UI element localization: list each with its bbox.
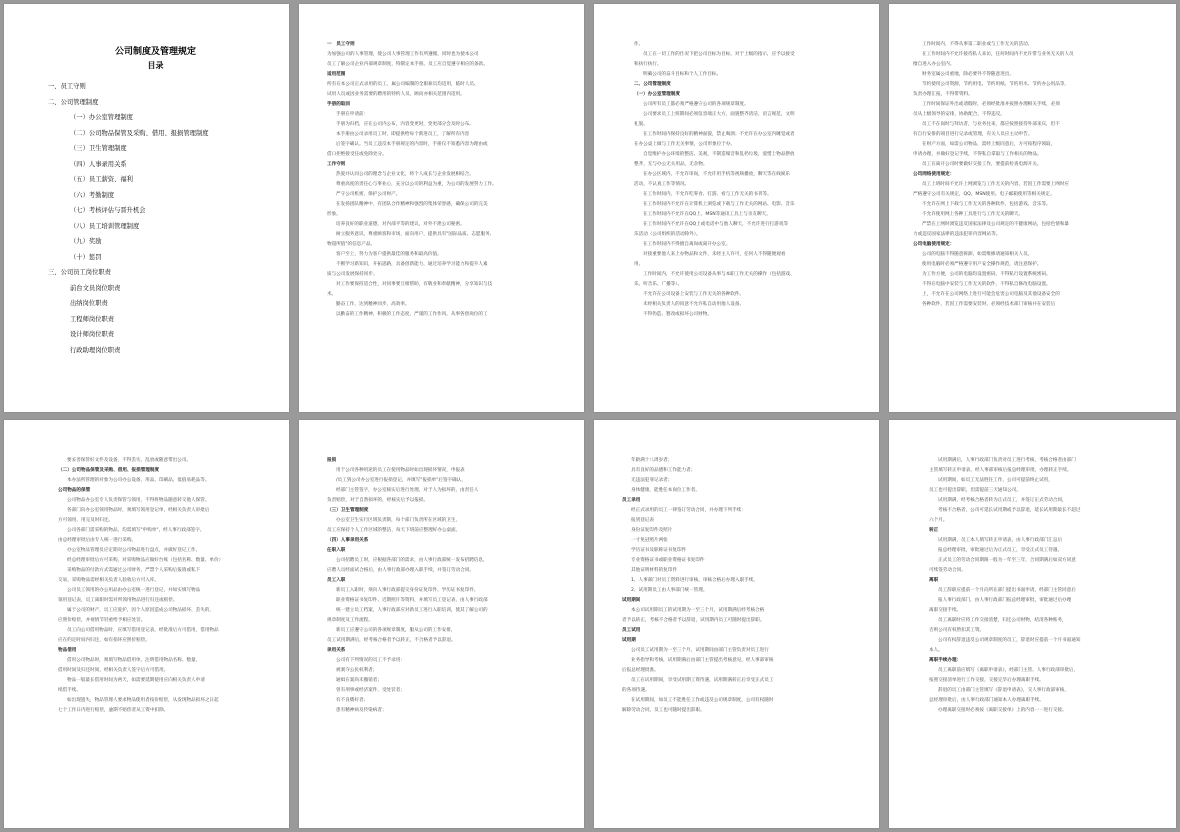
body-text-line: 身份证复印件及照片 bbox=[631, 528, 673, 533]
body-text-line: 以勤奋的工作精神，积极的工作态度，严谨的工作作风，从事各创岗位的工 bbox=[336, 312, 488, 317]
body-text-line: 规章制度及工作流程。 bbox=[327, 618, 373, 623]
body-text-line: 曾有刑事或经济案件，受处罚者； bbox=[336, 688, 405, 693]
body-text-line: 有自行安排的项目进行记录或管理，有关人员应主动申告。 bbox=[913, 132, 1033, 137]
body-text-line: 公司所有员工都必须严格遵守公司的各项规章制度。 bbox=[643, 102, 749, 107]
body-text-line: 采购物品的付款方式需通过公司财务，严禁个人采购后报销或私下 bbox=[67, 568, 201, 573]
section-heading: （三）卫生管理制度 bbox=[327, 508, 369, 513]
body-text-line: 员工在一切工作的仕况下把公司目标为目标，对于上级的指示，应予以接受 bbox=[643, 52, 795, 57]
document-page-5 bbox=[4, 420, 289, 828]
body-text-line: 在工作时间内不允许在QQ上、MSN等通讯工具上与亲友聊天。 bbox=[643, 212, 771, 217]
body-text-line: 统一建立员工档案，人事行政部应对新员工进行入职培训，使其了解公司的 bbox=[336, 608, 488, 613]
body-text-line: 在工作时间内不允许在QQ上或电话中与他人聊天，不允许进行打游戏等 bbox=[643, 222, 789, 227]
body-text-line: 业务指导和考核，试用期满后由部门主管提出考核意见，经人事部审核 bbox=[631, 658, 774, 663]
body-text-line: 不允许在公司设备上安装与工作无关的各种软件。 bbox=[643, 292, 745, 297]
document-page-8 bbox=[889, 420, 1176, 828]
body-text-line: 试用期满后，人事行政部门负责对员工进行考核，考核合格者由部门 bbox=[938, 458, 1076, 463]
body-text-line: 要妥善保管好文件及设备，不得丢失、乱放或随意带出公司。 bbox=[67, 458, 192, 463]
body-text-line: 工作时间内，不得从事第二职业或与工作无关的活动。 bbox=[922, 42, 1033, 47]
body-text-line: 上，不允许在公司网络上进行可能会危害公司电脑及其他设备安全的 bbox=[922, 292, 1060, 297]
body-text-line: 被剥夺公民权利者； bbox=[336, 668, 378, 673]
body-text-line: 借用时间及归还时间，经相关负责人签字后方可借用。 bbox=[58, 668, 169, 673]
body-text-line: 1、人事部门对员工资料进行审核，审核合格后办理入职手续。 bbox=[631, 578, 758, 583]
body-text-line: 新员工应遵守公司的各项规章制度，服从公司的工作安排， bbox=[336, 628, 456, 633]
body-text-line: 公司要求员工上班期间必须仪容端正大方，面貌整齐清洁，语言规范，文明 bbox=[643, 112, 795, 117]
body-text-line: 离职交接手续。 bbox=[929, 608, 962, 613]
body-text-line: 患有精神病及传染病者； bbox=[336, 708, 387, 713]
body-text-line: 不允许在网上下载与工作无关的各种软件，包括游戏、音乐等。 bbox=[922, 202, 1051, 207]
body-text-line: 否则公司有权暂扣其工资。 bbox=[929, 628, 985, 633]
body-text-line: 术。 bbox=[327, 292, 337, 297]
body-text-line: 办公室卫生实行区域负责制，每个部门负责所在区域的卫生， bbox=[336, 518, 461, 523]
toc-entry: （十）惩罚 bbox=[70, 253, 102, 261]
body-text-line: 和执行执行。 bbox=[634, 62, 662, 67]
body-text-line: 报人事行政部门，由人事行政部门报总经理审批，审批通过后办理 bbox=[938, 598, 1072, 603]
toc-entry: 行政助理岗位职责 bbox=[70, 346, 121, 354]
body-text-line: 其他证明材料的复印件 bbox=[631, 568, 677, 573]
body-text-line: 的各项待遇。 bbox=[622, 688, 650, 693]
document-page-6 bbox=[299, 420, 584, 828]
toc-entry: （二）公司物品保管及采购、借用、报损管理制度 bbox=[70, 129, 209, 137]
body-text-line: 正式员工的劳动合同期限一般为一年至三年，合同期满后如双方同意 bbox=[938, 558, 1076, 563]
body-text-line: 报总经理审批，审批通过后为正式员工，享受正式员工待遇。 bbox=[938, 548, 1063, 553]
body-text-line: 应在约定时间内归还，如有损坏应照价赔偿。 bbox=[58, 638, 150, 643]
section-heading: 公司物品的保管 bbox=[58, 488, 91, 493]
toc-entry: （九）奖励 bbox=[70, 238, 102, 245]
body-text-line: 活动，不认真工作等情况。 bbox=[634, 182, 690, 187]
body-text-line: 如出现遗失，物品管理人要求物品使用者按价赔偿，从发现物品损坏之日起 bbox=[67, 698, 219, 703]
body-text-line: 公司员工领用的办公用品由办公室统一进行登记，并如实填写物品 bbox=[67, 588, 201, 593]
section-heading: 一 员工守则 bbox=[327, 42, 355, 47]
body-text-line: 应聘人员经面试合格后，由人事行政部办理入职手续，并签订劳动合同。 bbox=[327, 568, 475, 573]
toc-entry: 一、员工守则 bbox=[48, 83, 86, 90]
body-text-line: 办理离职交接时必须按《离职交接单》上的内容一一进行交接。 bbox=[938, 708, 1067, 713]
body-text-line: 质与公司发展保持同步。 bbox=[327, 272, 378, 277]
toc-entry: 前台文员岗位职责 bbox=[70, 284, 121, 292]
body-text-line: 学历证书及职称证书复印件 bbox=[631, 548, 687, 553]
section-heading: 二、公司管理制度 bbox=[634, 82, 671, 87]
section-heading: 员工试用 bbox=[622, 628, 641, 633]
body-text-line: 员工不在岗时与拜访者，与业务往来，都应按照接待外部来宾，但不 bbox=[922, 122, 1060, 127]
body-text-line: 负责赔偿，对于自然损坏的，经核实后予以报损。 bbox=[327, 498, 429, 503]
body-text-line: 申请办理，并做好登记手续，不得私自拿取与工作相关的物品。 bbox=[913, 152, 1042, 157]
body-text-line: 年龄满十八周岁者； bbox=[631, 458, 673, 463]
body-text-line: 对工作要保持适合性，对同事要互相帮助，有敬业和奉献精神，分享知识与技 bbox=[336, 282, 493, 287]
toc-entry: （八）员工培训管理制度 bbox=[70, 222, 140, 230]
body-text-line: 自觉维护办公环境的整洁、美观，不制造噪音和乱扔垃圾，爱惜上物品摆放 bbox=[643, 152, 795, 157]
section-heading: 公司电脑使用规定： bbox=[913, 242, 955, 247]
body-text-line: 属于公司的财产，员工应爱护，因个人原因造成公司物品损坏、丢失的， bbox=[67, 608, 215, 613]
body-text-line: 不得伪造、篡改或损坏公司财物。 bbox=[643, 312, 712, 317]
body-text-line: 在工作时间内不允许接待私人来访，任何时间内不允许带与业务无关的人员 bbox=[922, 52, 1074, 57]
body-text-line: /员工到公司办公室进行报损登记，并填写"报损单"后签字确认， bbox=[336, 478, 466, 483]
body-text-line: 在发扬团队精神中，有团队合作精神和强烈的集体荣誉感，确保公司的完美 bbox=[336, 202, 488, 207]
document-page-2 bbox=[299, 4, 584, 412]
body-text-line: 各部门向办公室领用物品时，须填写领用登记单，经相关负责人审批后 bbox=[67, 508, 210, 513]
body-text-line: 公司物品办公室专人负责保管与领用，不得将物品随意转交他人保管。 bbox=[67, 498, 210, 503]
toc-entry: （四）人事录用关系 bbox=[70, 160, 127, 168]
body-text-line: 工作时间内，不允许使用公司设备从事与本职工作无关的操作（包括游戏、 bbox=[643, 272, 795, 277]
body-text-line: 物超所值"的信息产品。 bbox=[327, 242, 376, 247]
body-text-line: 为加强公司的人事管理，使公司人事管理工作有所遵循，同时也为使本公司 bbox=[327, 52, 479, 57]
body-text-line: 2、试用期员工由人事部门统一管理。 bbox=[631, 588, 708, 593]
body-text-line: 严格遵守公司有关规定，QQ、MSN使用。电子邮箱使用等相关规定。 bbox=[913, 192, 1055, 197]
section-heading: 离职 bbox=[929, 578, 939, 583]
body-text-line: 在办公桌上做与工作无关事情，公司形象位于办。 bbox=[634, 142, 736, 147]
body-text-line: 六个月。 bbox=[929, 518, 948, 523]
body-text-line: 尊重高度的责任心与事业心，充分以公司的利益为重，为公司的发展努力工作。 bbox=[336, 182, 497, 187]
body-text-line: 财务室属公司重地，除必要外不得随意进出。 bbox=[922, 72, 1014, 77]
body-text-line: 员工在试用期间，享受试用期工资待遇，试用期满转正后享受正式员工 bbox=[631, 678, 774, 683]
body-text-line: 本手册由公司录用员工时，即提供给每个新进员工，了解所有内容 bbox=[336, 132, 470, 137]
body-text-line: 员工离职前应填写《离职申请表》，经部门主管、人事行政部审批后， bbox=[938, 668, 1079, 673]
body-text-line: 后签字确认。当员工违反本手册规定的内容时，手册仅不知悉内容为理由或 bbox=[336, 142, 488, 147]
section-heading: 手册的取回 bbox=[327, 102, 350, 107]
toc-entry: 工程师岗位职责 bbox=[70, 315, 115, 323]
body-text-line: 试用人员或因业务需要的聘用的特约人员、顾问亦相关范围内适用。 bbox=[327, 92, 465, 97]
body-text-line: 辞退的员工由部门主管填写《辞退申请表》，交人事行政部审核， bbox=[938, 688, 1069, 693]
body-text-line: 试用期满，经考核合格者转为正式员工，并签订正式劳动合同， bbox=[938, 498, 1067, 503]
section-heading: （一）办公室管理制度 bbox=[634, 92, 680, 97]
body-text-line: 不断学习新知识，开拓思路，具备创新能力，通过培养学习能力和提升人素 bbox=[336, 262, 488, 267]
body-text-line: 经部门主管签字，办公室核实后进行处理，对于人为损坏的，由责任人 bbox=[336, 488, 479, 493]
body-text-line: 考核不合格者，公司可延长试用期或予以辞退，延长试用期最长不超过 bbox=[938, 508, 1081, 513]
body-text-line: 总经理审批后，由人事行政部门通知本人办理离职手续。 bbox=[929, 698, 1044, 703]
body-text-line: 在财产方面，如需公司物品，需经上级同意后，方可按程序领取， bbox=[922, 142, 1056, 147]
section-heading: 离职手续办理： bbox=[929, 658, 962, 663]
body-text-line: 员工了解公司企业内部规章制度，特制定本手册。员工应自觉遵守相应的条款。 bbox=[327, 62, 488, 67]
body-text-line: 勤奋工作，达到精神同步、高效率。 bbox=[336, 302, 410, 307]
body-text-line: 物品一般最长借用时间为两天，如需要延期使用应向相关负责人申请 bbox=[67, 678, 205, 683]
body-text-line: 培养良好的职业道德，对内部平等的建议，对外不泄公司秘密。 bbox=[336, 222, 465, 227]
body-text-line: 职业资格证书复印件、近期照片等资料，并填写员工登记表，由人事行政部 bbox=[336, 598, 488, 603]
toc-entry: （六）考勤制度 bbox=[70, 191, 115, 199]
body-text-line: 试用期间，如员工无法胜任工作，公司可提前终止试用， bbox=[938, 478, 1053, 483]
body-text-line: 工作时间保证外出或请假时，必须经批准并按照办理相关手续，必须 bbox=[922, 102, 1060, 107]
body-text-line: 对接重要他人来上办物品和文件，未经主人许可，任何人不得随便观看 bbox=[643, 252, 786, 257]
toc-entry: 二、公司管理制度 bbox=[48, 98, 99, 106]
body-text-line: 办公室物品管理员应定期对公司物品进行盘点，并做好登记工作， bbox=[67, 548, 201, 553]
body-text-line: 员工辞职应提前一个月向所在部门提出书面申请，经部门主管同意后 bbox=[938, 588, 1076, 593]
body-text-line: 严禁在上网时浏览违反国家法律及公司规定的不健康网站，包括色情和暴 bbox=[922, 222, 1070, 227]
body-text-line: 试用期满，员工本人填写转正申请表，由人事行政部门汇总后 bbox=[938, 538, 1063, 543]
toc-entry: （五）员工薪资、福利 bbox=[70, 176, 133, 183]
body-text-line: 七个工作日内进行赔偿，逾期不赔偿者从工资中扣除。 bbox=[58, 708, 169, 713]
body-text-line: 在试用期间，如员工不能胜任工作或违反公司规章制度，公司有权随时 bbox=[631, 698, 774, 703]
body-text-line: 用。 bbox=[634, 262, 644, 267]
body-text-line: 按照交接清单进行工作交接，交接完毕后办理离职手续。 bbox=[929, 678, 1044, 683]
body-text-line: 在工作时间内保持良好的精神面貌，禁止喝酒；不允许在办公室内睡觉或者 bbox=[643, 132, 795, 137]
section-heading: 试用期 bbox=[622, 638, 636, 643]
body-text-line: 手册在申请前： bbox=[336, 112, 369, 117]
body-text-line: 明确公司的奋斗目标和个人工作目标。 bbox=[643, 72, 722, 77]
section-heading: （二）公司物品保管及采购、借用、报损管理制度 bbox=[58, 468, 160, 473]
section-heading: 员工入职 bbox=[327, 578, 346, 583]
toc-heading: 目录 bbox=[147, 61, 164, 70]
toc-entry: （七）考核评估与晋升机会 bbox=[70, 207, 146, 214]
body-text-line: 员工应保持个人工作区域的整洁，每天下班前应整理好办公桌面。 bbox=[327, 528, 461, 533]
body-text-line: 用于公司各种用途的员工在使用物品时如出现损坏情况，申报表 bbox=[336, 468, 465, 473]
body-text-line: 力或违反国家法律的违法犯罪内容网站等。 bbox=[913, 232, 1001, 237]
body-text-line: 新员工入职时，须向人事行政部提交身份证复印件、学历证书复印件、 bbox=[336, 588, 479, 593]
body-text-line: 经总经理审批后方可采购，对采购物品应做好台账（包括名称、数量、单价） bbox=[67, 558, 224, 563]
section-heading: （四）人事录用关系 bbox=[327, 538, 369, 543]
body-text-line: 无违法犯罪记录者； bbox=[631, 478, 673, 483]
section-heading: 员工录用 bbox=[622, 498, 641, 503]
section-heading: 物品借用 bbox=[58, 648, 77, 653]
toc-entry: 设计师岗位职责 bbox=[70, 331, 115, 338]
body-text-line: 各种软件，若因工作需要安装时，必须经技术部门审核并在安装后 bbox=[922, 302, 1056, 307]
document-page-1 bbox=[4, 4, 289, 412]
body-text-line: 未经相关负责人的同意不允许私自动用他人设备。 bbox=[643, 302, 745, 307]
body-text-line: 员工离职时应将工作交接清楚，归还公司财物，结清各种账务， bbox=[938, 618, 1067, 623]
document-title: 公司制度及管理规定 bbox=[114, 47, 196, 57]
body-text-line: 不允许使用网上各种工具进行与工作无关的聊天。 bbox=[922, 212, 1024, 217]
section-heading: 适用范围 bbox=[327, 72, 346, 77]
body-text-line: 手册为归档，应在公司内公布，内容变更时，变更部分会及时公布。 bbox=[336, 122, 474, 127]
section-heading: 工作守则 bbox=[327, 162, 346, 167]
body-text-line: 在工作时间内，不允许吃零食、打游、看与工作无关的书刊等。 bbox=[643, 192, 772, 197]
body-text-line: 为工作方便，公司的电脑均设置密码，不得私行设置系统密码。 bbox=[922, 272, 1051, 277]
body-text-line: 严守公司机密，保护公司财产。 bbox=[336, 192, 401, 197]
body-text-line: 在工作时间内不允许在计算机上浏览或下载与工作无关的网站、电影、音乐 bbox=[643, 202, 795, 207]
body-text-line: 续借手续。 bbox=[58, 688, 81, 693]
body-text-line: 身体健康，能胜任本岗位工作者。 bbox=[631, 488, 700, 493]
body-text-line: 公司有权辞退违反公司规章制度的员工，辞退时应提前一个月书面通知 bbox=[938, 638, 1081, 643]
body-text-line: 专业资格证书或职业资格证书复印件 bbox=[631, 558, 705, 563]
document-page-7 bbox=[594, 420, 879, 828]
body-text-line: 借口拒绝接受任或免除处分。 bbox=[327, 152, 387, 157]
body-text-line: 由总经理审批后由专人统一进行采购。 bbox=[58, 538, 137, 543]
body-text-line: 方可领用，用完及时归还。 bbox=[58, 518, 114, 523]
body-text-line: 主管填写转正申请表，经人事部审核后报总经理审批，办理转正手续。 bbox=[929, 468, 1072, 473]
body-text-line: 乐、听音乐、广播等）。 bbox=[634, 282, 683, 287]
body-text-line: 公司有下列情况的员工不予录用： bbox=[336, 658, 405, 663]
document-page-3 bbox=[594, 4, 879, 412]
body-text-line: 应照价赔偿，并视情节轻重给予相应处罚。 bbox=[58, 618, 146, 623]
body-text-line: 借用公司物品时，须填写物品借用单，注明借用物品名称、数量、 bbox=[67, 658, 201, 663]
body-text-line: 不得在电脑中安装与工作无关的软件，不得私自修改电脑设置。 bbox=[922, 282, 1051, 287]
body-text-line: 本人。 bbox=[929, 648, 943, 653]
document-page-4 bbox=[889, 4, 1176, 412]
body-text-line: 热爱并认同公司的理念与企业文化，将个人成长与企业发展相结合。 bbox=[336, 172, 474, 177]
body-text-line: 者予以转正，考核不合格者予以辞退，试用期内员工可随时提出辞职。 bbox=[622, 618, 765, 623]
toc-entry: 三、公司员工岗位职责 bbox=[48, 269, 111, 276]
body-text-line: 经正式录用的员工一律签订劳动合同，并办理下列手续： bbox=[631, 508, 746, 513]
body-text-line: 交易，采购物品需经相关负责人验收后方可入库。 bbox=[58, 578, 160, 583]
section-heading: 录用关系 bbox=[327, 648, 346, 653]
body-text-line: 乐活动（公司组织的活动除外）。 bbox=[634, 232, 701, 237]
section-heading: 任职入职 bbox=[327, 548, 346, 553]
body-text-line: 公司招聘员工时，应根据各部门的需求，由人事行政部统一发布招聘信息， bbox=[336, 558, 488, 563]
section-heading: 试用期间 bbox=[622, 598, 641, 603]
body-text-line: 树立服务意识，尊重顾客和市场，面向用户，提供具有"国际品质、志愿服务、 bbox=[336, 232, 495, 237]
toc-entry: 出纳岗位职责 bbox=[70, 300, 108, 307]
body-text-line: 公司的电脑不得随意拆卸，如需维修请通知相关人员。 bbox=[922, 252, 1033, 257]
body-text-line: 员工向公司借用物品时，应填写借用登记表，经批准后方可借用，借用物品 bbox=[67, 628, 219, 633]
toc-entry: （三）卫生管理制度 bbox=[70, 145, 127, 152]
section-heading: 转正 bbox=[929, 528, 939, 533]
body-text-line: 具有良好的品德和工作能力者； bbox=[631, 468, 696, 473]
body-text-line: 员从上级领导的安排，协助配合，不得违反。 bbox=[913, 112, 1005, 117]
table-of-contents bbox=[48, 79, 263, 358]
body-text-line: 本公司试用期员工的试用期为一至三个月，试用期满后经考核合格 bbox=[631, 608, 765, 613]
body-text-line: 整齐，无与办公无关用品，无杂物。 bbox=[634, 162, 708, 167]
body-text-line: 公司员工试用期为一至三个月，试用期间由部门主管负责对员工进行 bbox=[631, 648, 769, 653]
body-text-line: 所有在本公司正式录用的员工，属公司编制的全职雇员均适用，临时人员、 bbox=[327, 82, 479, 87]
body-text-line: 公司各部门需采购的物品，均需填写"申购单"，经人事行政部签字、 bbox=[67, 528, 205, 533]
body-text-line: 在工作时间内不得擅自离岗或离开办公室。 bbox=[643, 242, 731, 247]
body-text-line: 可续签劳动合同。 bbox=[929, 568, 966, 573]
body-text-line: 报到登记表 bbox=[631, 518, 654, 523]
body-text-line: 后报总经理批准。 bbox=[622, 668, 659, 673]
body-text-line: 通缉在案尚未撤销者； bbox=[336, 678, 382, 683]
toc-entry: （一）办公室管理制度 bbox=[70, 114, 133, 121]
body-text-line: 礼貌。 bbox=[634, 122, 648, 127]
body-text-line: 负责办理汇报，不得带资料。 bbox=[913, 92, 973, 97]
section-heading: 报损 bbox=[327, 458, 337, 463]
body-text-line: 节约使用公司资源，节约用电、节约用纸、节约用水、节约办公用品等， bbox=[922, 82, 1070, 87]
body-text-line: 有不良嗜好者； bbox=[336, 698, 369, 703]
body-text-line: 员工试用期满后，经考核合格者予以转正，不合格者予以辞退。 bbox=[327, 638, 456, 643]
body-text-line: 领用登记表，员工离职时需对所领用物品进行归还或赔偿。 bbox=[58, 598, 178, 603]
body-text-line: 本办法所管理的对象为公司办公设备、用品、印刷品、低值易耗品等。 bbox=[67, 478, 210, 483]
body-text-line: 员工上班时间不允许上网浏览与工作无关的内容，若因工作需要上网时应 bbox=[922, 182, 1070, 187]
body-text-line: 形象。 bbox=[327, 212, 341, 217]
section-heading: 公司网络使用规定： bbox=[913, 172, 955, 177]
body-text-line: 一寸免冠照片两张 bbox=[631, 538, 668, 543]
body-text-line: 作。 bbox=[634, 42, 644, 47]
body-text-line: 客户至上，努力为客户提供最佳的服务和最高价值。 bbox=[336, 252, 442, 257]
body-text-line: 使用电脑时必须严格遵守用户安全操作规范，请注意保护。 bbox=[922, 262, 1042, 267]
body-text-line: 擅自进入办公室内。 bbox=[913, 62, 955, 67]
body-text-line: 在办公区域内，不允许串岗，不允许用手机等视频播放，聊天等在线娱乐 bbox=[643, 172, 791, 177]
body-text-line: 员工也可提出辞职，但需提前三天通知公司。 bbox=[929, 488, 1021, 493]
body-text-line: 解除劳动合同，员工也可随时提出辞职。 bbox=[622, 708, 705, 713]
body-text-line: 员工在离开公司时要做好交接工作，要提前检查电源开关。 bbox=[922, 162, 1042, 167]
